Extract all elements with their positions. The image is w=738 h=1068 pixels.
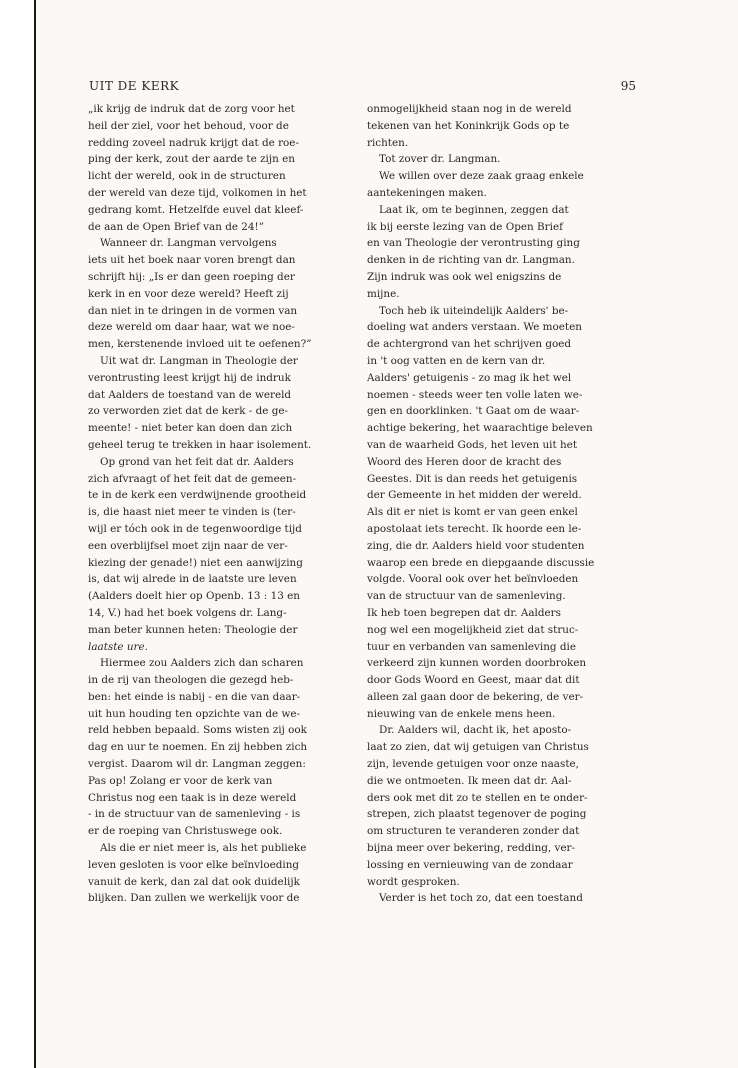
text-line: lossing en vernieuwing van de zondaar (367, 858, 573, 871)
text-line: en van Theologie der verontrusting ging (367, 237, 580, 250)
text-line: onmogelijkheid staan nog in de wereld (367, 103, 572, 115)
text-line: tuur en verbanden van samenleving die (367, 640, 577, 653)
text-line: Geestes. Dit is dan reeds het getuigenis (367, 472, 578, 485)
text-line: Aalders' getuigenis - zo mag ik het wel (367, 371, 572, 384)
text-line: Als die er niet meer is, als het publieke (100, 842, 307, 855)
text-line: Verder is het toch zo, dat een toestand (379, 892, 583, 905)
right-column (367, 101, 608, 907)
text-line: - in de structuur van de samenleving - is (88, 808, 301, 821)
text-line: gedrang komt. Hetzelfde euvel dat kleef- (88, 203, 304, 216)
text-line: We willen over deze zaak graag enkele (379, 170, 584, 183)
text-line: Laat ik, om te beginnen, zeggen dat (379, 203, 569, 216)
text-line: nieuwing van de enkele mens heen. (367, 707, 556, 720)
text-line: Christus nog een taak is in deze wereld (88, 791, 297, 804)
text-line: (Aalders doelt hier op Openb. 13 : 13 en (88, 590, 300, 603)
text-line: laatste ure. (88, 640, 148, 653)
text-line: Toch heb ik uiteindelijk Aalders' be- (379, 304, 569, 317)
text-line: deze wereld om daar haar, wat we noe- (88, 321, 295, 334)
text-line: in 't oog vatten en de kern van dr. (367, 354, 546, 367)
text-line: Tot zover dr. Langman. (379, 153, 501, 166)
text-line: door Gods Woord en Geest, maar dat dit (367, 674, 580, 687)
text-line: Op grond van het feit dat dr. Aalders (100, 455, 294, 468)
text-line: er de roeping van Christuswege ook. (88, 825, 283, 838)
text-line: meente! - niet beter kan doen dan zich (88, 422, 293, 435)
text-line: bijna meer over bekering, redding, ver- (367, 842, 576, 855)
text-line: wordt gesproken. (367, 875, 460, 888)
text-line: alleen zal gaan door de bekering, de ver- (367, 690, 584, 703)
text-line: waarop een brede en diepgaande discussie (367, 556, 595, 569)
text-line: is, die haast niet meer te vinden is (ter- (88, 506, 296, 519)
text-line: mijne. (367, 287, 400, 300)
text-line: verkeerd zijn kunnen worden doorbroken (367, 657, 587, 670)
text-line: die we ontmoeten. Ik meen dat dr. Aal- (367, 774, 572, 787)
text-line: verontrusting leest krijgt hij de indruk (88, 371, 291, 384)
text-line: Als dit er niet is komt er van geen enkel (367, 506, 578, 519)
text-line: om structuren te veranderen zonder dat (367, 825, 580, 838)
text-line: zo verworden ziet dat de kerk - de ge- (88, 405, 289, 418)
text-line: kerk in en voor deze wereld? Heeft zij (88, 287, 289, 300)
text-line: iets uit het boek naar voren brengt dan (88, 254, 296, 267)
text-line: de aan de Open Brief van de 24!” (88, 220, 265, 233)
text-line: Uit wat dr. Langman in Theologie der (100, 354, 298, 367)
text-line: volgde. Vooral ook over het beïnvloeden (367, 573, 579, 586)
running-head: UIT DE KERK (89, 79, 180, 93)
text-line: zing, die dr. Aalders hield voor studenten (367, 539, 585, 552)
text-line: dag en uur te noemen. En zij hebben zich (88, 741, 308, 754)
text-line: der wereld van deze tijd, volkomen in het (88, 186, 307, 199)
text-line: apostolaat iets terecht. Ik hoorde een le- (367, 522, 582, 535)
text-line: man beter kunnen heten: Theologie der (88, 623, 298, 636)
text-line: te in de kerk een verdwijnende grootheid (88, 489, 307, 502)
text-line: zich afvraagt of het feit dat de gemeen- (88, 472, 297, 485)
text-line: Zijn indruk was ook wel enigszins de (367, 270, 562, 283)
text-line: Wanneer dr. Langman vervolgens (100, 237, 277, 250)
text-line: vergist. Daarom wil dr. Langman zeggen: (88, 758, 306, 771)
text-line: Hiermee zou Aalders zich dan scharen (100, 657, 304, 670)
text-line: wijl er tóch ook in de tegenwoordige tijd (88, 522, 302, 535)
text-line: zijn, levende getuigen voor onze naaste, (367, 758, 579, 771)
text-line: leven gesloten is voor elke beïnvloeding (88, 858, 300, 871)
text-line: vanuit de kerk, dan zal dat ook duidelijk (88, 875, 300, 888)
text-line: heil der ziel, voor het behoud, voor de (88, 119, 289, 132)
text-line: 14, V.) had het boek volgens dr. Lang- (88, 606, 287, 619)
text-line: gen en doorklinken. 't Gaat om de waar- (367, 405, 580, 418)
text-line: blijken. Dan zullen we werkelijk voor de (88, 892, 300, 905)
text-line: tekenen van het Koninkrijk Gods op te (367, 119, 570, 132)
text-line: van de structuur van de samenleving. (367, 590, 566, 603)
text-line: redding zoveel nadruk krijgt dat de roe- (88, 136, 299, 149)
text-line: Ik heb toen begrepen dat dr. Aalders (367, 606, 561, 619)
text-line: doeling wat anders verstaan. We moeten (367, 321, 582, 334)
text-line: men, kerstenende invloed uit te oefenen?” (88, 338, 312, 351)
text-line: de achtergrond van het schrijven goed (367, 338, 572, 351)
page-number: 95 (620, 79, 636, 93)
text-line: der Gemeente in het midden der wereld. (367, 489, 582, 502)
text-line: is, dat wij alrede in de laatste ure leven (88, 573, 297, 586)
text-line: reld hebben bepaald. Soms wisten zij ook (88, 724, 307, 737)
text-line: dat Aalders de toestand van de wereld (88, 388, 292, 401)
text-line: achtige bekering, het waarachtige beleven (367, 422, 593, 435)
text-line: kiezing der genade!) niet een aanwijzing (88, 556, 303, 569)
text-line: dan niet in te dringen in de vormen van (88, 304, 298, 317)
text-line: strepen, zich plaatst tegenover de poging (367, 808, 587, 821)
text-line: ben: het einde is nabij - en die van daar- (88, 690, 301, 703)
text-line: denken in de richting van dr. Langman. (367, 254, 575, 267)
text-line: Woord des Heren door de kracht des (367, 455, 562, 468)
text-line: laat zo zien, dat wij getuigen van Christus (367, 741, 589, 754)
text-line: aantekeningen maken. (367, 186, 487, 199)
text-line: ders ook met dit zo te stellen en te onder- (367, 791, 588, 804)
text-line: geheel terug te trekken in haar isolement. (88, 438, 312, 451)
text-line: nog wel een mogelijkheid ziet dat struc- (367, 623, 579, 636)
text-line: „ik krijg de indruk dat de zorg voor het (88, 103, 295, 115)
text-line: ik bij eerste lezing van de Open Brief (367, 220, 563, 233)
text-line: richten. (367, 136, 409, 149)
text-line: licht der wereld, ook in de structuren (88, 170, 286, 183)
text-line: ping der kerk, zout der aarde te zijn en (88, 153, 295, 166)
text-line: Pas op! Zolang er voor de kerk van (88, 774, 273, 787)
text-line: noemen - steeds weer ten volle laten we- (367, 388, 583, 401)
text-line: schrijft hij: „Is er dan geen roeping der (88, 270, 295, 283)
text-line: uit hun houding ten opzichte van de we- (88, 707, 301, 720)
text-line: van de waarheid Gods, het leven uit het (367, 438, 577, 451)
left-column (88, 101, 329, 907)
text-line: een overblijfsel moet zijn naar de ver- (88, 539, 288, 552)
text-line: Dr. Aalders wil, dacht ik, het aposto- (379, 724, 572, 737)
text-line: in de rij van theologen die gezegd heb- (88, 674, 294, 687)
